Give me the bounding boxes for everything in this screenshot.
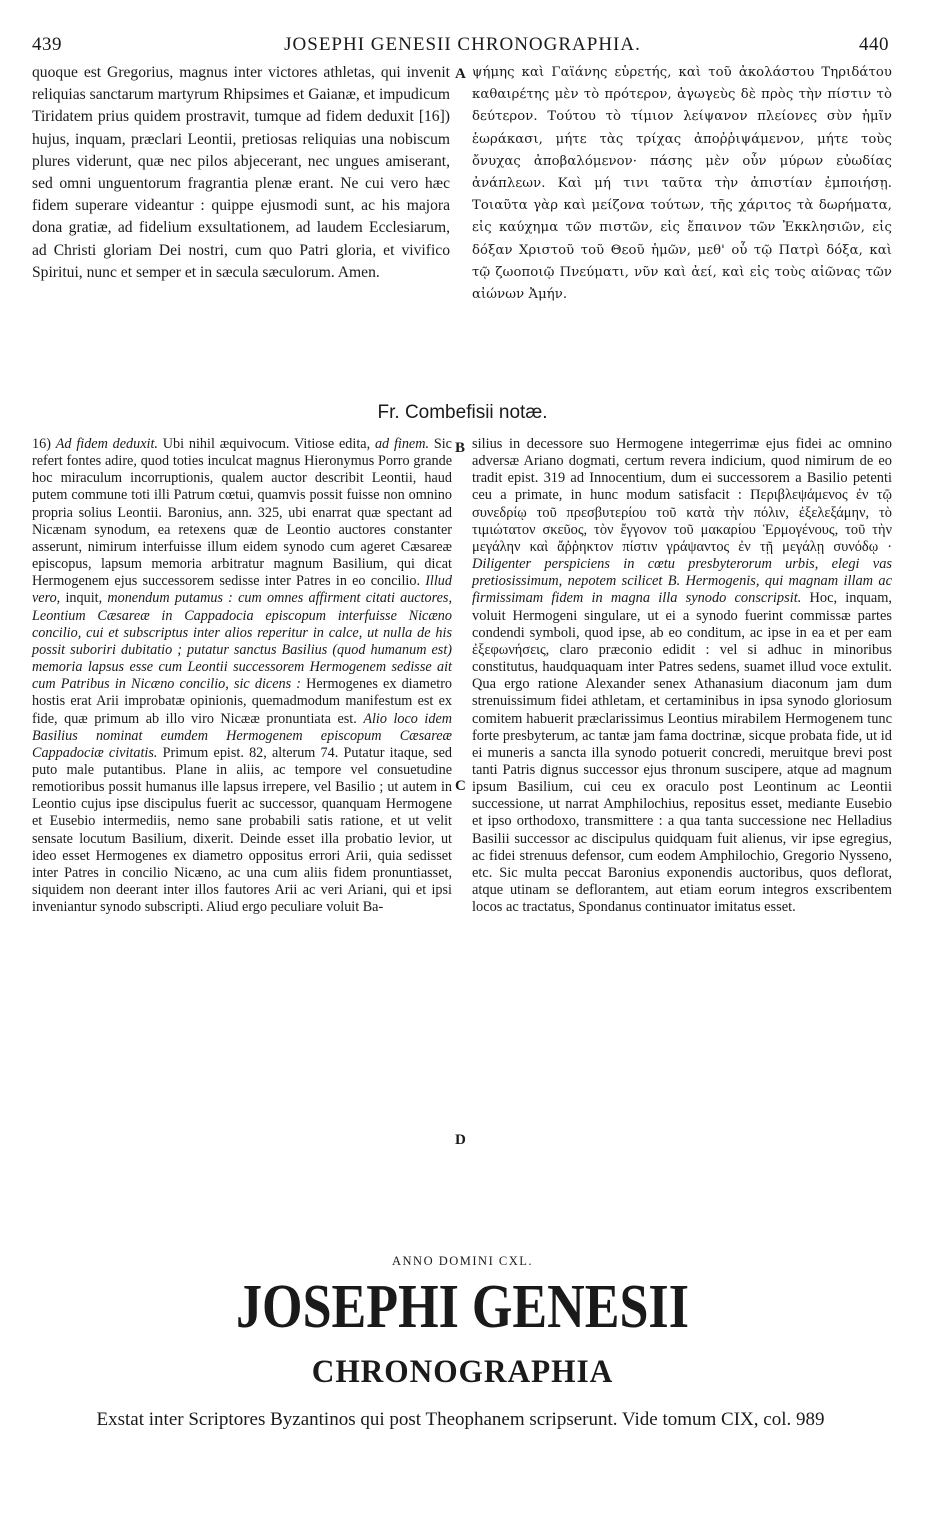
- notes-right-column: [472, 436, 892, 916]
- notes-left-column: [32, 436, 452, 916]
- note-lemma: Ad fidem deduxit.: [55, 436, 158, 452]
- latin-column-text: quoque est Gregorius, magnus inter victores athletas, qui invenit reliquias sanctarum martyrum Rhipsimes et Gaianæ, et impudicum Tiridatem prius quidem prostravit, tumque ad fidem deduxit [16]) hujus, inquam, præclari Leontii, pretiosas reliquias una nobiscum plures viderunt, quæ nec pilos abjecerant, nec ungues amiserant, sed omni unguentorum fragrantia plenæ erant. Ne cui vero hæc fidem superare videantur : quippe ejusmodi sunt, ac his majora dona gratiæ, ad fidelium exsultationem, ad laudem Ecclesiarum, ad Christi gloriam Dei nostri, cum quo Patri gloria, et vivifico Spiritui, nunc et semper et in sæcula sæculorum. Amen.: [32, 64, 450, 281]
- note-number: 16): [32, 436, 56, 452]
- note-text: Hoc, inquam, voluit Hermogeni singulare, ut ei a synodo fuerint commissæ partes condendi symboli, quod ipse, ab eo conditum, ac ipse in ea et per eam ἐξεφωνήσεις, claro præconio edidit : vel si adhuc in minoribus constitutus, haudquaquam inter Patres sedens, suamet illud voce extulit. Qua ergo ratione Alexander senex Athanasium diaconum jam dum strenuissimum fidei athletam, et certaminibus in ipsa synodo gloriosum comitem habuerit præclarissimus Leontius mirabilem Hermogenem tunc forte presbyterum, ac tantæ jam fama doctrinæ, sicque probata fide, ut id ei muneris a sancta illa synodo potuerit concredi, meruitque brevi post tanti Patris dignus successor ejus thronum suscipere, atque ad magnum ipsum Basilium, cui ceu ex oraculo post Leontinum ac Leontii successione, ut narrat Amphilochius, repositus esset, mediante Eusebio et ipso orthodoxo, transmittere : a qua tanta successione nec Helladius Basilii successor ac discipulus quidquam fuit alienus, vir ipse egregius, ac fidei strenuus defensor, cum eodem Amphilochio, Gregorio Nysseno, etc. Sic multa peccat Baronius exponendis auctoribus, quos deflorat, atque utinam se deflorantem, aut etiam eorum integros exscribentem locos ac tractatus, Spondanus continuator imitatus esset.: [472, 590, 892, 916]
- note-italic: ad finem.: [374, 436, 430, 452]
- work-subtitle: CHRONOGRAPHIA: [311, 1354, 614, 1390]
- note-italic: Alio loco idem Basilius nominat eumdem Hermogenem episcopum Cæsareæ Cappadociæ civitatis.: [32, 710, 452, 761]
- section-marker-d: D: [455, 1132, 466, 1148]
- section-marker-b: B: [455, 440, 466, 456]
- extat-note: Exstat inter Scriptores Byzantinos qui post Theophanem scripserunt. Vide tomum CIX, col. 989: [96, 1409, 825, 1430]
- note-italic: monendum putamus : cum omnes affirment citati auctores, Leontium Cæsareæ in Cappadocia episcopum interfuisse Nicæno concilio, cui et subscriptus inter alios reperitur in calce, ut nulla de his possit suboriri dubitatio ; putatur sanctus Basilius (quod humanum est) memoria lapsus esse cum Leontii successorem Hermogenem sedisse ait cum Patribus in Nicæno concilio, sic dicens :: [32, 590, 452, 693]
- page-number-left: 439: [32, 34, 62, 55]
- section-marker-a: A: [455, 66, 466, 82]
- notes-heading: Fr. Combefisii notæ.: [377, 402, 548, 423]
- note-text: Hermogenes ex diametro hostis erat Arii improbatæ opinionis, quemadmodum manifestum est ex fide, quæ primum ab illo viro Nicææ pronuntiata est.: [32, 676, 453, 727]
- work-title: JOSEPHI GENESII: [236, 1273, 689, 1341]
- anno-domini: ANNO DOMINI CXL.: [391, 1254, 533, 1268]
- note-italic: Diligenter perspiciens in cœtu presbyterorum urbis, elegi vas pretiosissimum, nepotem scilicet B. Hermogenis, qui magnam illam ac firmissimam fidem in magna illa synodo conscripsit.: [472, 556, 892, 607]
- note-text: Primum epist. 82, alterum 74. Putatur itaque, sed puto male putantibus. Plane in aliis, ac tempore vel consuetudine remotioribus possit humanus ille lapsus irrepere, vel Basilio ; ut autem in Leontio cujus ipse discipulus fuerit ac successor, quanquam Hermogene et Eusebio intermediis, nemo sane probabili satis ratione, et ut velit sensate locutum Basilium, dixerit. Deinde esset illa probatio levior, ut ideo esset Hermogenes ex diametro oppositus errori Arii, quia sedisset inter Patres in concilio Nicæno, ac una cum aliis fidem pronuntiasset, siquidem non deerant inter illos fautores Arii ac veri Ariani, qui et ipsi inveniantur synodo subscripti. Aliud ergo peculiare voluit Ba-: [32, 744, 452, 916]
- note-italic: Illud vero,: [32, 573, 452, 607]
- page-number-right: 440: [859, 34, 889, 55]
- greek-column-text: ψήμης καὶ Γαϊάνης εὑρετής, καὶ τοῦ ἀκολάστου Τηριδάτου καθαιρέτης μὲν τὸ πρότερον, ἀγωγεὺς δὲ πρὸς τὴν πίστιν τὸ δεύτερον. Τούτου τὸ τίμιον λείψανον πλείονες σὺν ἡμῖν ἑωράκασι, μήτε τὰς τρίχας ἀποῤῥιψάμενον, μήτε τοὺς ὄνυχας ἀποβαλόμενον· πάσης μὲν οὖν μύρων εὐωδίας ἀνάπλεων. Καὶ μή τινι ταῦτα τὴν ἀπιστίαν ἐμποιήσῃ. Τοιαῦτα γὰρ καὶ μείζονα τούτων, τῆς χάριτος τὰ δωρήματα, εἰς καύχημα τῶν πιστῶν, εἰς ἔπαινον τῶν Ἐκκλησιῶν, εἰς δόξαν Χριστοῦ τοῦ Θεοῦ ἡμῶν, μεθ' οὗ τῷ Πατρὶ δόξα, καὶ τῷ ζωοποιῷ Πνεύματι, νῦν καὶ ἀεί, καὶ εἰς τοὺς αἰῶνας τῶν αἰώνων Ἀμήν.: [472, 65, 892, 303]
- section-marker-c: C: [455, 778, 466, 794]
- note-text: silius in decessore suo Hermogene integerrimæ ejus fidei ac omnino adversæ Ariano dogmati, certum revera indicium, quod nimirum de eo tradit epist. 319 ad Innocentium, dum ei successorem a Basilio petenti ceu a primate, in hunc modum satisfacit : Περιβλεψάμενος ἐν τῷ συνεδρίῳ τοῦ πρεσβυτερίου τοῦ κατὰ τὴν πόλιν, ἐξελεξάμην, τὸ τιμιώτατον σκεῦος, τὸν ἔγγονον τοῦ μακαρίου Ἑρμογένους, τοῦ τὴν μεγάλην καὶ ἄῤῥηκτον πίστιν γράψαντος ἐν τῇ μεγάλῃ συνόδῳ ·: [472, 436, 892, 555]
- running-title: JOSEPHI GENESII CHRONOGRAPHIA.: [284, 34, 641, 55]
- note-text: Ubi nihil æquivocum. Vitiose edita,: [157, 436, 375, 452]
- note-text: Sic refert fontes adire, quod toties inculcat magnus Hieronymus Porro grande hoc miraculum incorruptionis, qualem auctor describit Leontii, haud putem commune toti illi Patrum cœtui, quamvis possit fuisse non omnino propria solius Leontii. Baronius, ann. 325, ubi enarrat quæ spectant ad Nicænam synodum, ea retexens quæ de Leontio auctores constanter asserunt, nimirum interfuisse illum eidem synodo cum ageret Cæsareæ episcopus, lapsum memoria arbitratur magnum Basilium, qui dicat Hermogenem ejus successorem sedisse inter Patres in eo concilio.: [32, 436, 452, 590]
- note-text: inquit,: [60, 590, 108, 607]
